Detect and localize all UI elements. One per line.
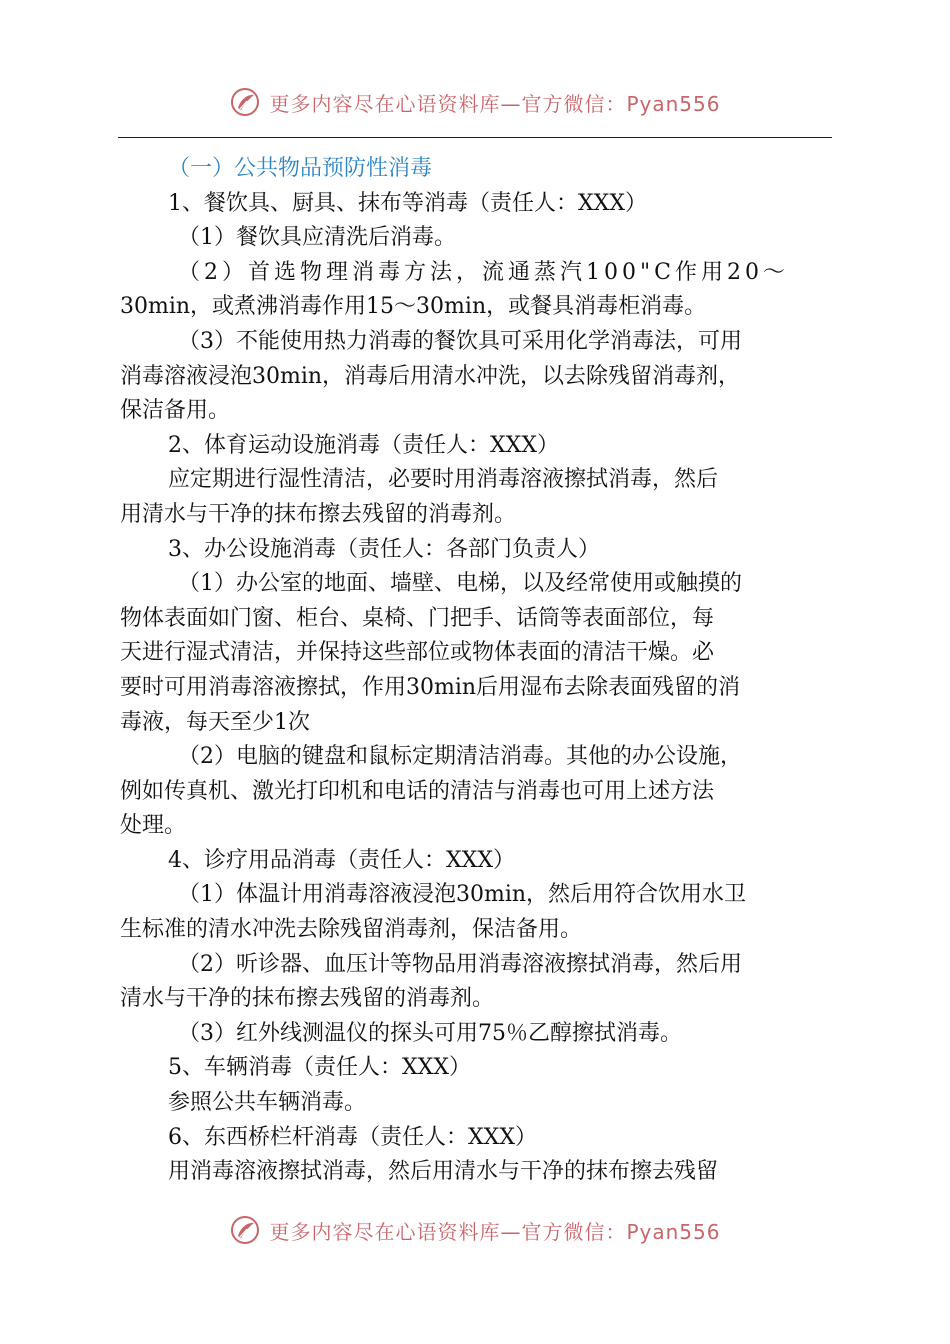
paragraph-line: （1）体温计用消毒溶液浸泡30min，然后用符合饮用水卫 xyxy=(178,882,747,908)
logo-icon xyxy=(229,1214,261,1246)
header-rule xyxy=(118,137,832,138)
paragraph-line: 6、东西桥栏杆消毒（责任人：XXX） xyxy=(168,1124,537,1150)
paragraph-line: 参照公共车辆消毒。 xyxy=(168,1090,367,1116)
paragraph-line: 毒液，每天至少1次 xyxy=(120,709,310,735)
paragraph-line: 1、餐饮具、厨具、抹布等消毒（责任人：XXX） xyxy=(168,190,647,216)
paragraph-line: 用清水与干净的抹布擦去残留的消毒剂。 xyxy=(120,501,517,527)
paragraph-line: （2）电脑的键盘和鼠标定期清洁消毒。其他的办公设施， xyxy=(178,744,742,770)
section-heading: （一）公共物品预防性消毒 xyxy=(168,156,433,181)
paragraph-line: （2）首选物理消毒方法，流通蒸汽100"C作用20～ xyxy=(178,259,789,285)
paragraph-line: 消毒溶液浸泡30min，消毒后用清水冲洗，以去除残留消毒剂， xyxy=(120,363,741,389)
paragraph-line: 处理。 xyxy=(120,813,187,839)
paragraph-line: 例如传真机、激光打印机和电话的清洁与消毒也可用上述方法 xyxy=(120,778,715,804)
paragraph-line: 2、体育运动设施消毒（责任人：XXX） xyxy=(168,432,559,458)
document-body xyxy=(120,152,832,1190)
paragraph-line: （2）听诊器、血压计等物品用消毒溶液擦拭消毒，然后用 xyxy=(178,951,742,977)
logo-icon xyxy=(229,86,261,118)
paragraph-line: 30min，或煮沸消毒作用15～30min，或餐具消毒柜消毒。 xyxy=(120,294,707,320)
paragraph-line: 3、办公设施消毒（责任人：各部门负责人） xyxy=(168,536,600,562)
paragraph-line: （3）不能使用热力消毒的餐饮具可采用化学消毒法，可用 xyxy=(178,328,742,354)
paragraph-line: （1）餐饮具应清洗后消毒。 xyxy=(178,225,456,251)
paragraph-line: （1）办公室的地面、墙壁、电梯，以及经常使用或触摸的 xyxy=(178,571,742,597)
banner-text: 更多内容尽在心语资料库—官方微信：Pyan556 xyxy=(269,1219,721,1244)
paragraph-line: （3）红外线测温仪的探头可用75％乙醇擦拭消毒。 xyxy=(178,1020,682,1046)
paragraph-line: 应定期进行湿性清洁，必要时用消毒溶液擦拭消毒，然后 xyxy=(168,467,719,493)
header-banner xyxy=(0,82,950,122)
paragraph-line: 保洁备用。 xyxy=(120,398,231,424)
paragraph-line: 4、诊疗用品消毒（责任人：XXX） xyxy=(168,847,515,873)
paragraph-line: 物体表面如门窗、柜台、桌椅、门把手、话筒等表面部位，每 xyxy=(120,605,715,631)
banner-text: 更多内容尽在心语资料库—官方微信：Pyan556 xyxy=(269,91,721,116)
paragraph-line: 清水与干净的抹布擦去残留的消毒剂。 xyxy=(120,986,495,1012)
paragraph-line: 生标准的清水冲洗去除残留消毒剂，保洁备用。 xyxy=(120,917,583,943)
footer-banner xyxy=(0,1210,950,1250)
paragraph-line: 用消毒溶液擦拭消毒，然后用清水与干净的抹布擦去残留 xyxy=(168,1159,719,1185)
paragraph-line: 天进行湿式清洁，并保持这些部位或物体表面的清洁干燥。必 xyxy=(120,640,715,666)
paragraph-line: 要时可用消毒溶液擦拭，作用30min后用湿布去除表面残留的消 xyxy=(120,674,741,700)
paragraph-line: 5、车辆消毒（责任人：XXX） xyxy=(168,1055,471,1081)
